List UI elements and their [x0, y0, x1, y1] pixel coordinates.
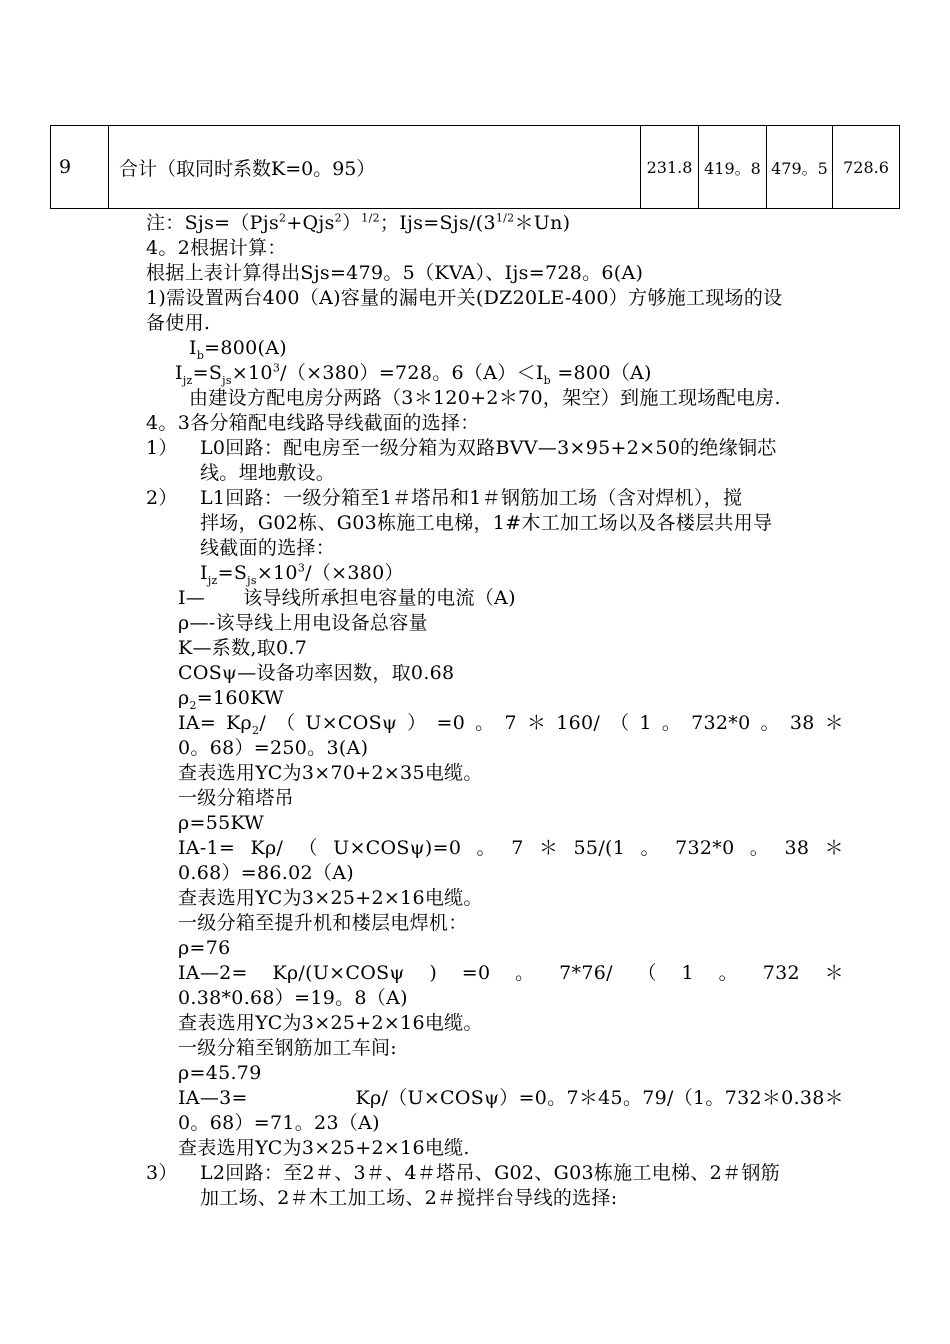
formula-note: 注：$Sjs=(Pjs^2+Qjs^2)^{1/2}$；$Ijs=Sjs/(3^{1/2}*Un)$ [146, 211, 571, 234]
ia-cable-selection: 查表选用YC为3×70+2×35电缆。 [178, 762, 483, 784]
current-formula: $I_{jz}=S_{js}\times 10^3/(\times 380)$ [200, 561, 404, 587]
load-summary-table [50, 125, 900, 209]
ia3-calculation-line1: IA—3= Kρ/（U×COSψ）=0。7＊45。79/（1。732＊0.38＊ [178, 1087, 844, 1109]
row-value-qjs: 419。8 [699, 126, 767, 209]
ia1-calculation-line1: IA-1= Kρ/ （ U×COSψ)=0 。 7 ＊ 55/(1 。 732*0 。 38 ＊ [178, 837, 844, 859]
ia-calculation-line2: 0。68）=250。3(A) [178, 737, 369, 759]
definition-power-factor: COSψ—设备功率因数，取0.68 [178, 662, 455, 684]
ia-calculation-line1: IA= $K\rho_2/$ （ U×COSψ ） =0 。 7 ＊ 160/ （ 1 。 732*0 。 38 ＊ [178, 712, 844, 737]
ia3-cable-selection: 查表选用YC为3×25+2×16电缆. [178, 1137, 470, 1159]
hoist-welder-heading: 一级分箱至提升机和楼层电焊机： [178, 912, 468, 934]
total-capacity: $\rho_2=160KW$ [178, 687, 284, 712]
feed-line-description: 由建设方配电房分两路（3＊120+2＊70，架空）到施工现场配电房. [189, 387, 781, 409]
ia2-calculation-line1: IA—2= Kρ/(U×COSψ ) =0 。 7*76/ （ 1 。 732 ＊ [178, 962, 844, 984]
item-l1-number: 2） [146, 487, 178, 509]
tower-crane-capacity: ρ=55KW [178, 812, 265, 834]
row-value-sjs: 479。5 [767, 126, 833, 209]
ia2-cable-selection: 查表选用YC为3×25+2×16电缆。 [178, 1012, 483, 1034]
ia1-cable-selection: 查表选用YC为3×25+2×16电缆。 [178, 887, 483, 909]
row-value-ijs: 728.6 [833, 126, 900, 209]
item-l1-line1: L1回路：一级分箱至1＃塔吊和1＃钢筋加工场（含对焊机），搅 [200, 487, 743, 509]
calculation-result: 根据上表计算得出Sjs=479。5（KVA）、Ijs=728。6(A) [146, 262, 644, 284]
switch-requirement-line1: 1)需设置两台400（A)容量的漏电开关(DZ20LE-400）方够施工现场的设 [146, 287, 783, 309]
item-l2-number: 3） [146, 1162, 178, 1184]
item-l2-line1: L2回路：至2＃、3＃、4＃塔吊、G02、G03栋施工电梯、2＃钢筋 [200, 1162, 780, 1184]
section-4-2-heading: 4。2根据计算： [146, 237, 287, 259]
ia2-calculation-line2: 0.38*0.68）=19。8（A) [178, 987, 408, 1009]
item-l1-line2: 拌场，G02栋、G03栋施工电梯，1#木工加工场以及各楼层共用导 [200, 512, 773, 534]
table-row [51, 126, 900, 209]
item-l2-line2: 加工场、2＃木工加工场、2＃搅拌台导线的选择: [200, 1187, 618, 1209]
item-l0-line2: 线。埋地敷设。 [200, 462, 336, 484]
definition-current: I— 该导线所承担电容量的电流（A) [178, 587, 516, 609]
section-4-3-heading: 4。3各分箱配电线路导线截面的选择： [146, 412, 480, 434]
item-l1-line3: 线截面的选择： [200, 537, 336, 559]
hoist-welder-capacity: ρ=76 [178, 937, 231, 959]
design-current-formula: $I_{jz}=S_{js}\times 10^3/(\times 380)=728$。$6(A)<I_b =800(A)$ [175, 361, 652, 387]
breaker-current: $I_b=800(A)$ [189, 337, 287, 362]
ia1-calculation-line2: 0.68）=86.02（A) [178, 862, 354, 884]
definition-coefficient: K—系数,取0.7 [178, 637, 308, 659]
tower-crane-heading: 一级分箱塔吊 [178, 787, 294, 809]
item-l0-line1: L0回路：配电房至一级分箱为双路BVV—3×95+2×50的绝缘铜芯 [200, 437, 777, 459]
definition-capacity: ρ—-该导线上用电设备总容量 [178, 612, 428, 634]
item-l0-number: 1） [146, 437, 178, 459]
row-value-pjs: 231.8 [641, 126, 699, 209]
row-label: 合计（取同时系数K=0。95） [109, 126, 641, 209]
steel-workshop-capacity: ρ=45.79 [178, 1062, 262, 1084]
ia3-calculation-line2: 0。68）=71。23（A) [178, 1112, 380, 1134]
switch-requirement-line2: 备使用. [146, 312, 211, 334]
steel-workshop-heading: 一级分箱至钢筋加工车间: [178, 1037, 398, 1059]
row-number: 9 [51, 126, 109, 209]
